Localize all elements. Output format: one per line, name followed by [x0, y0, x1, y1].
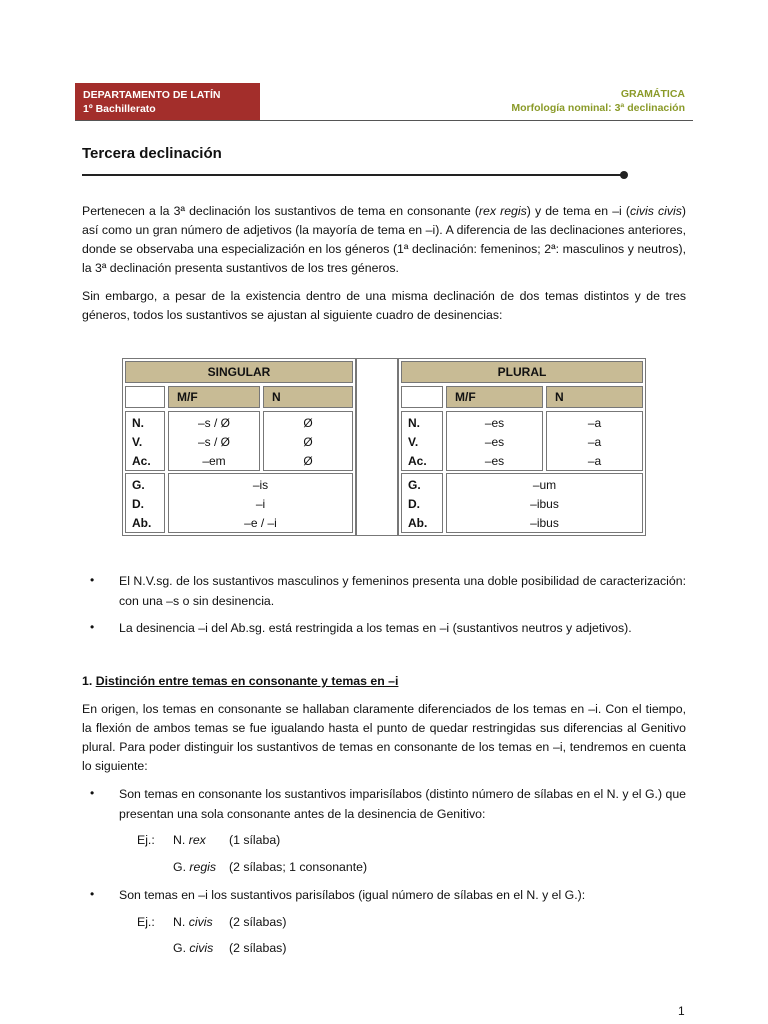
n-endings — [546, 411, 643, 471]
course-name: 1º Bachillerato — [83, 103, 156, 115]
rule-2: Son temas en –i los sustantivos parisílabos (igual número de sílabas en el N. y el G.): — [119, 888, 586, 902]
n-header: N — [546, 386, 643, 408]
intro-text: ) así como un gran número de adjetivos (la mayoría de tema en –i). A diferencia de las declinaciones anteriores, donde se observaba una especialización en los géneros (1ª declinación: femeninos; 2ª: masculinos y neutros), la 3ª declinación presenta sustantivos de los tres géneros. — [82, 204, 686, 275]
common-endings — [446, 473, 643, 533]
ending: Ø — [303, 416, 313, 430]
blank-cell — [125, 386, 165, 408]
intro-text: ) y de tema en –i ( — [526, 204, 630, 218]
case-abbrev: G. — [173, 860, 186, 874]
example-note: (2 sílabas) — [229, 941, 287, 955]
ending: –um — [532, 478, 557, 492]
ending: –em — [202, 454, 226, 468]
bullet-icon: • — [90, 887, 95, 901]
ending: Ø — [303, 435, 313, 449]
ending: –ibus — [530, 516, 559, 530]
subsection-name: Morfología nominal: 3ª declinación — [511, 102, 685, 114]
ending: –i — [255, 497, 266, 511]
section-name: GRAMÁTICA — [620, 88, 685, 100]
section-number: 1. — [82, 674, 96, 688]
section-heading — [511, 87, 685, 115]
latin-word: civis — [189, 941, 214, 955]
note-1: El N.V.sg. de los sustantivos masculinos y femeninos presenta una doble posibilidad de caracterización: con una –s o sin desinencia. — [119, 574, 686, 608]
example-line — [173, 858, 216, 876]
ending: –is — [252, 478, 269, 492]
rule-1: Son temas en consonante los sustantivos imparisílabos (distinto número de sílabas en el N. y el G.) que presentan una sola consonante antes de la desinencia de Genitivo: — [119, 787, 686, 821]
header-divider — [75, 120, 693, 121]
ending: –ibus — [530, 497, 559, 511]
case-label: Ac. — [408, 454, 427, 468]
example-label: Ej.: — [137, 833, 155, 847]
case-labels — [401, 411, 443, 471]
mf-endings — [446, 411, 543, 471]
bullet-icon: • — [90, 573, 95, 587]
n-endings — [263, 411, 353, 471]
blank-cell — [401, 386, 443, 408]
case-labels — [401, 473, 443, 533]
example-note: (1 sílaba) — [229, 833, 281, 847]
plural-header: PLURAL — [401, 361, 643, 383]
ending: –e / –i — [244, 516, 277, 530]
case-label: Ab. — [408, 516, 428, 530]
case-abbrev: N. — [173, 833, 186, 847]
case-label: D. — [132, 497, 144, 511]
case-label: G. — [132, 478, 145, 492]
ending: –a — [587, 435, 602, 449]
ending: –s / Ø — [197, 416, 230, 430]
example-note: (2 sílabas) — [229, 915, 287, 929]
ending: –s / Ø — [197, 435, 230, 449]
case-abbrev: G. — [173, 941, 186, 955]
case-label: V. — [132, 435, 143, 449]
mf-endings — [168, 411, 260, 471]
ending: Ø — [303, 454, 313, 468]
case-abbrev: N. — [173, 915, 186, 929]
case-label: D. — [408, 497, 420, 511]
example-line — [173, 831, 206, 849]
common-endings — [168, 473, 353, 533]
title-rule — [82, 174, 622, 176]
singular-header: SINGULAR — [125, 361, 353, 383]
singular-table — [122, 358, 356, 536]
page-title: Tercera declinación — [82, 145, 222, 162]
case-label: N. — [408, 416, 420, 430]
latin-word: rex — [188, 833, 206, 847]
latin-word: regis — [189, 860, 217, 874]
intro-text: Pertenecen a la 3ª declinación los sustantivos de tema en consonante ( — [82, 204, 479, 218]
intro-paragraph-1 — [82, 202, 686, 278]
case-label: G. — [408, 478, 421, 492]
page-number: 1 — [678, 1004, 685, 1018]
section-1-paragraph: En origen, los temas en consonante se hallaban claramente diferenciados de los temas en –i. Con el tiempo, la flexión de ambos temas se fue igualando hasta el punto de quedar restringidas sus diferencias al Genitivo plural. Para poder distinguir los sustantivos de temas en consonante de los temas en –i, tendremos en cuenta lo siguiente: — [82, 702, 686, 773]
case-label: Ab. — [132, 516, 152, 530]
section-1-heading — [82, 674, 398, 688]
note-2: La desinencia –i del Ab.sg. está restringida a los temas en –i (sustantivos neutros y adjetivos). — [119, 621, 632, 635]
ending: –a — [587, 454, 602, 468]
example-word: civis civis — [629, 204, 682, 218]
title-rule-dot — [620, 171, 628, 179]
ending: –es — [484, 416, 505, 430]
case-label: Ac. — [132, 454, 151, 468]
example-line — [173, 913, 213, 931]
ending: –es — [484, 435, 505, 449]
case-label: N. — [132, 416, 144, 430]
ending: –es — [484, 454, 505, 468]
intro-paragraph-2: Sin embargo, a pesar de la existencia dentro de una misma declinación de dos temas distintos y de tres géneros, todos los sustantivos se ajustan al siguiente cuadro de desinencias: — [82, 289, 686, 322]
case-label: V. — [408, 435, 419, 449]
table-spacer-column — [356, 358, 398, 536]
example-note: (2 sílabas; 1 consonante) — [229, 860, 368, 874]
bullet-icon: • — [90, 620, 95, 634]
mf-header: M/F — [446, 386, 543, 408]
example-word: rex regis — [478, 204, 527, 218]
mf-header: M/F — [168, 386, 260, 408]
example-line — [173, 939, 213, 957]
latin-word: civis — [188, 915, 213, 929]
section-title: Distinción entre temas en consonante y temas en –i — [95, 674, 399, 688]
ending: –a — [587, 416, 602, 430]
bullet-icon: • — [90, 786, 95, 800]
example-label: Ej.: — [137, 915, 155, 929]
n-header: N — [263, 386, 353, 408]
plural-table — [398, 358, 646, 536]
case-labels — [125, 411, 165, 471]
case-labels — [125, 473, 165, 533]
department-name: DEPARTAMENTO DE LATÍN — [83, 89, 221, 101]
department-banner — [75, 83, 260, 120]
